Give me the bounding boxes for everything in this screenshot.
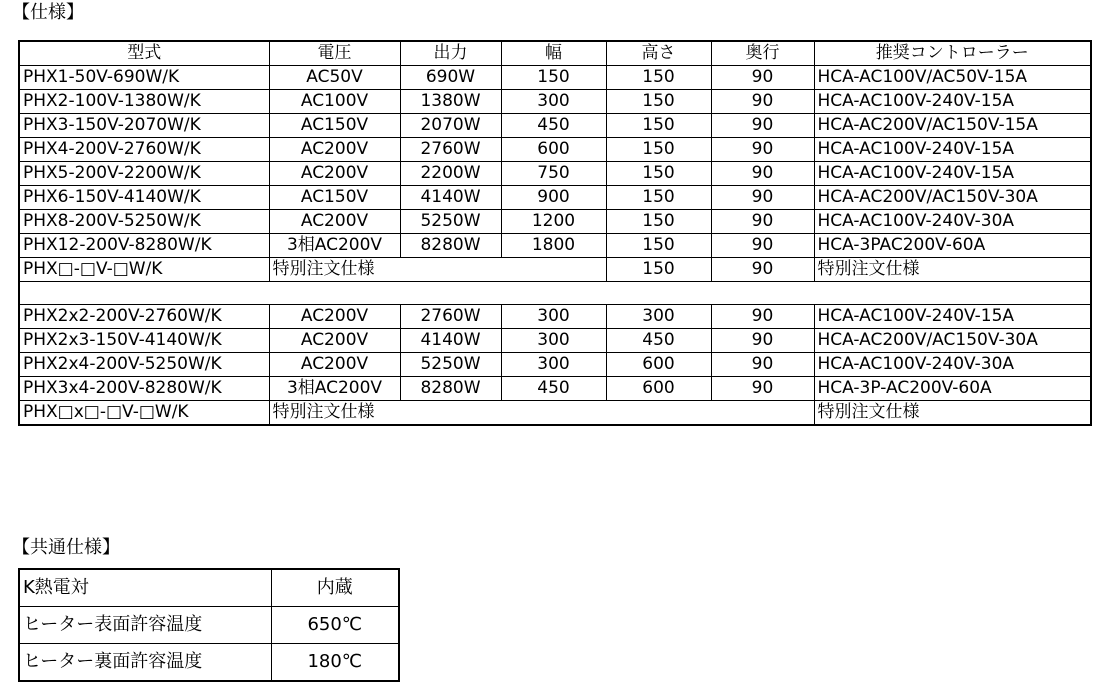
table-cell: 150	[501, 66, 606, 90]
table-cell: HCA-AC200V/AC150V-30A	[814, 329, 1091, 353]
table-cell: 600	[606, 353, 711, 377]
table-cell: PHX12-200V-8280W/K	[19, 234, 269, 258]
table-cell: 2200W	[400, 162, 501, 186]
spec-value: 180℃	[271, 644, 399, 682]
table-cell: 90	[711, 377, 814, 401]
table-cell: HCA-AC200V/AC150V-30A	[814, 186, 1091, 210]
table-cell: 150	[606, 66, 711, 90]
table-cell: PHX3x4-200V-8280W/K	[19, 377, 269, 401]
spec-table	[18, 40, 1092, 426]
spec-value: 内蔵	[271, 569, 399, 607]
table-cell: AC150V	[269, 114, 400, 138]
table-row	[19, 305, 1091, 329]
table-cell: 900	[501, 186, 606, 210]
table-cell: 特別注文仕様	[814, 401, 1091, 426]
table-cell: 5250W	[400, 210, 501, 234]
table-cell: PHX3-150V-2070W/K	[19, 114, 269, 138]
table-row	[19, 644, 399, 682]
blank-cell	[19, 282, 1091, 305]
table-cell: PHX2x4-200V-5250W/K	[19, 353, 269, 377]
table-cell: HCA-AC100V/AC50V-15A	[814, 66, 1091, 90]
table-cell: PHX2x3-150V-4140W/K	[19, 329, 269, 353]
table-cell: AC200V	[269, 138, 400, 162]
table-cell: 150	[606, 138, 711, 162]
column-header: 電圧	[269, 41, 400, 66]
table-row	[19, 162, 1091, 186]
blank-separator-row	[19, 282, 1091, 305]
common-spec-table	[18, 568, 400, 682]
table-cell: HCA-AC100V-240V-30A	[814, 210, 1091, 234]
table-row	[19, 90, 1091, 114]
table-cell: 150	[606, 162, 711, 186]
table-cell: 1380W	[400, 90, 501, 114]
table-cell: PHX1-50V-690W/K	[19, 66, 269, 90]
table-cell: 特別注文仕様	[269, 258, 606, 282]
table-cell: 450	[606, 329, 711, 353]
table-cell: HCA-3P-AC200V-60A	[814, 377, 1091, 401]
table-cell: HCA-3PAC200V-60A	[814, 234, 1091, 258]
table-cell: HCA-AC100V-240V-15A	[814, 162, 1091, 186]
table-cell: 2760W	[400, 138, 501, 162]
table-cell: AC200V	[269, 162, 400, 186]
special-order-row	[19, 401, 1091, 426]
table-row	[19, 234, 1091, 258]
table-cell: PHX□-□V-□W/K	[19, 258, 269, 282]
table-cell: 90	[711, 162, 814, 186]
table-cell: 150	[606, 258, 711, 282]
table-cell: 特別注文仕様	[814, 258, 1091, 282]
spec-label: ヒーター裏面許容温度	[19, 644, 271, 682]
table-cell: 8280W	[400, 234, 501, 258]
table-cell: 150	[606, 186, 711, 210]
table-row	[19, 210, 1091, 234]
table-row	[19, 114, 1091, 138]
table-cell: 90	[711, 186, 814, 210]
table-row	[19, 607, 399, 644]
table-cell: 300	[606, 305, 711, 329]
column-header: 型式	[19, 41, 269, 66]
spec-label: K熱電対	[19, 569, 271, 607]
table-cell: AC200V	[269, 210, 400, 234]
table-cell: HCA-AC200V/AC150V-15A	[814, 114, 1091, 138]
table-cell: AC100V	[269, 90, 400, 114]
table-cell: 600	[501, 138, 606, 162]
table-cell: PHX2x2-200V-2760W/K	[19, 305, 269, 329]
table-row	[19, 377, 1091, 401]
table-cell: 8280W	[400, 377, 501, 401]
table-cell: 300	[501, 329, 606, 353]
table-cell: 90	[711, 114, 814, 138]
table-row	[19, 66, 1091, 90]
table-cell: 90	[711, 258, 814, 282]
table-cell: 750	[501, 162, 606, 186]
table-cell: PHX4-200V-2760W/K	[19, 138, 269, 162]
column-header: 奥行	[711, 41, 814, 66]
table-cell: 600	[606, 377, 711, 401]
table-cell: AC200V	[269, 305, 400, 329]
table-cell: 特別注文仕様	[269, 401, 814, 426]
table-cell: HCA-AC100V-240V-15A	[814, 138, 1091, 162]
table-cell: PHX6-150V-4140W/K	[19, 186, 269, 210]
table-cell: 1800	[501, 234, 606, 258]
table-cell: 90	[711, 138, 814, 162]
table-cell: 90	[711, 66, 814, 90]
table-cell: 450	[501, 114, 606, 138]
table-cell: 5250W	[400, 353, 501, 377]
table-cell: 90	[711, 90, 814, 114]
table-cell: AC150V	[269, 186, 400, 210]
table-cell: AC200V	[269, 329, 400, 353]
common-spec-heading: 【共通仕様】	[12, 537, 120, 558]
table-cell: 300	[501, 353, 606, 377]
spec-label: ヒーター表面許容温度	[19, 607, 271, 644]
table-cell: 1200	[501, 210, 606, 234]
table-cell: 2070W	[400, 114, 501, 138]
table-cell: AC50V	[269, 66, 400, 90]
column-header: 出力	[400, 41, 501, 66]
table-cell: PHX5-200V-2200W/K	[19, 162, 269, 186]
table-cell: 90	[711, 353, 814, 377]
table-cell: 90	[711, 305, 814, 329]
column-header: 幅	[501, 41, 606, 66]
table-cell: HCA-AC100V-240V-15A	[814, 90, 1091, 114]
table-row	[19, 353, 1091, 377]
table-cell: PHX2-100V-1380W/K	[19, 90, 269, 114]
table-cell: 300	[501, 305, 606, 329]
table-cell: 690W	[400, 66, 501, 90]
table-row	[19, 138, 1091, 162]
header-row	[19, 41, 1091, 66]
table-cell: 4140W	[400, 329, 501, 353]
table-cell: 3相AC200V	[269, 377, 400, 401]
column-header: 推奨コントローラー	[814, 41, 1091, 66]
table-cell: PHX□x□-□V-□W/K	[19, 401, 269, 426]
table-cell: HCA-AC100V-240V-15A	[814, 305, 1091, 329]
table-cell: 300	[501, 90, 606, 114]
table-cell: HCA-AC100V-240V-30A	[814, 353, 1091, 377]
spec-heading: 【仕様】	[12, 2, 84, 23]
table-cell: AC200V	[269, 353, 400, 377]
table-cell: 3相AC200V	[269, 234, 400, 258]
table-row	[19, 569, 399, 607]
table-cell: 90	[711, 329, 814, 353]
table-row	[19, 329, 1091, 353]
table-cell: 150	[606, 90, 711, 114]
column-header: 高さ	[606, 41, 711, 66]
special-order-row	[19, 258, 1091, 282]
spec-value: 650℃	[271, 607, 399, 644]
table-cell: 90	[711, 234, 814, 258]
table-cell: 150	[606, 210, 711, 234]
table-cell: 150	[606, 234, 711, 258]
table-cell: 450	[501, 377, 606, 401]
table-cell: 90	[711, 210, 814, 234]
table-cell: PHX8-200V-5250W/K	[19, 210, 269, 234]
table-cell: 4140W	[400, 186, 501, 210]
table-row	[19, 186, 1091, 210]
table-cell: 150	[606, 114, 711, 138]
table-cell: 2760W	[400, 305, 501, 329]
